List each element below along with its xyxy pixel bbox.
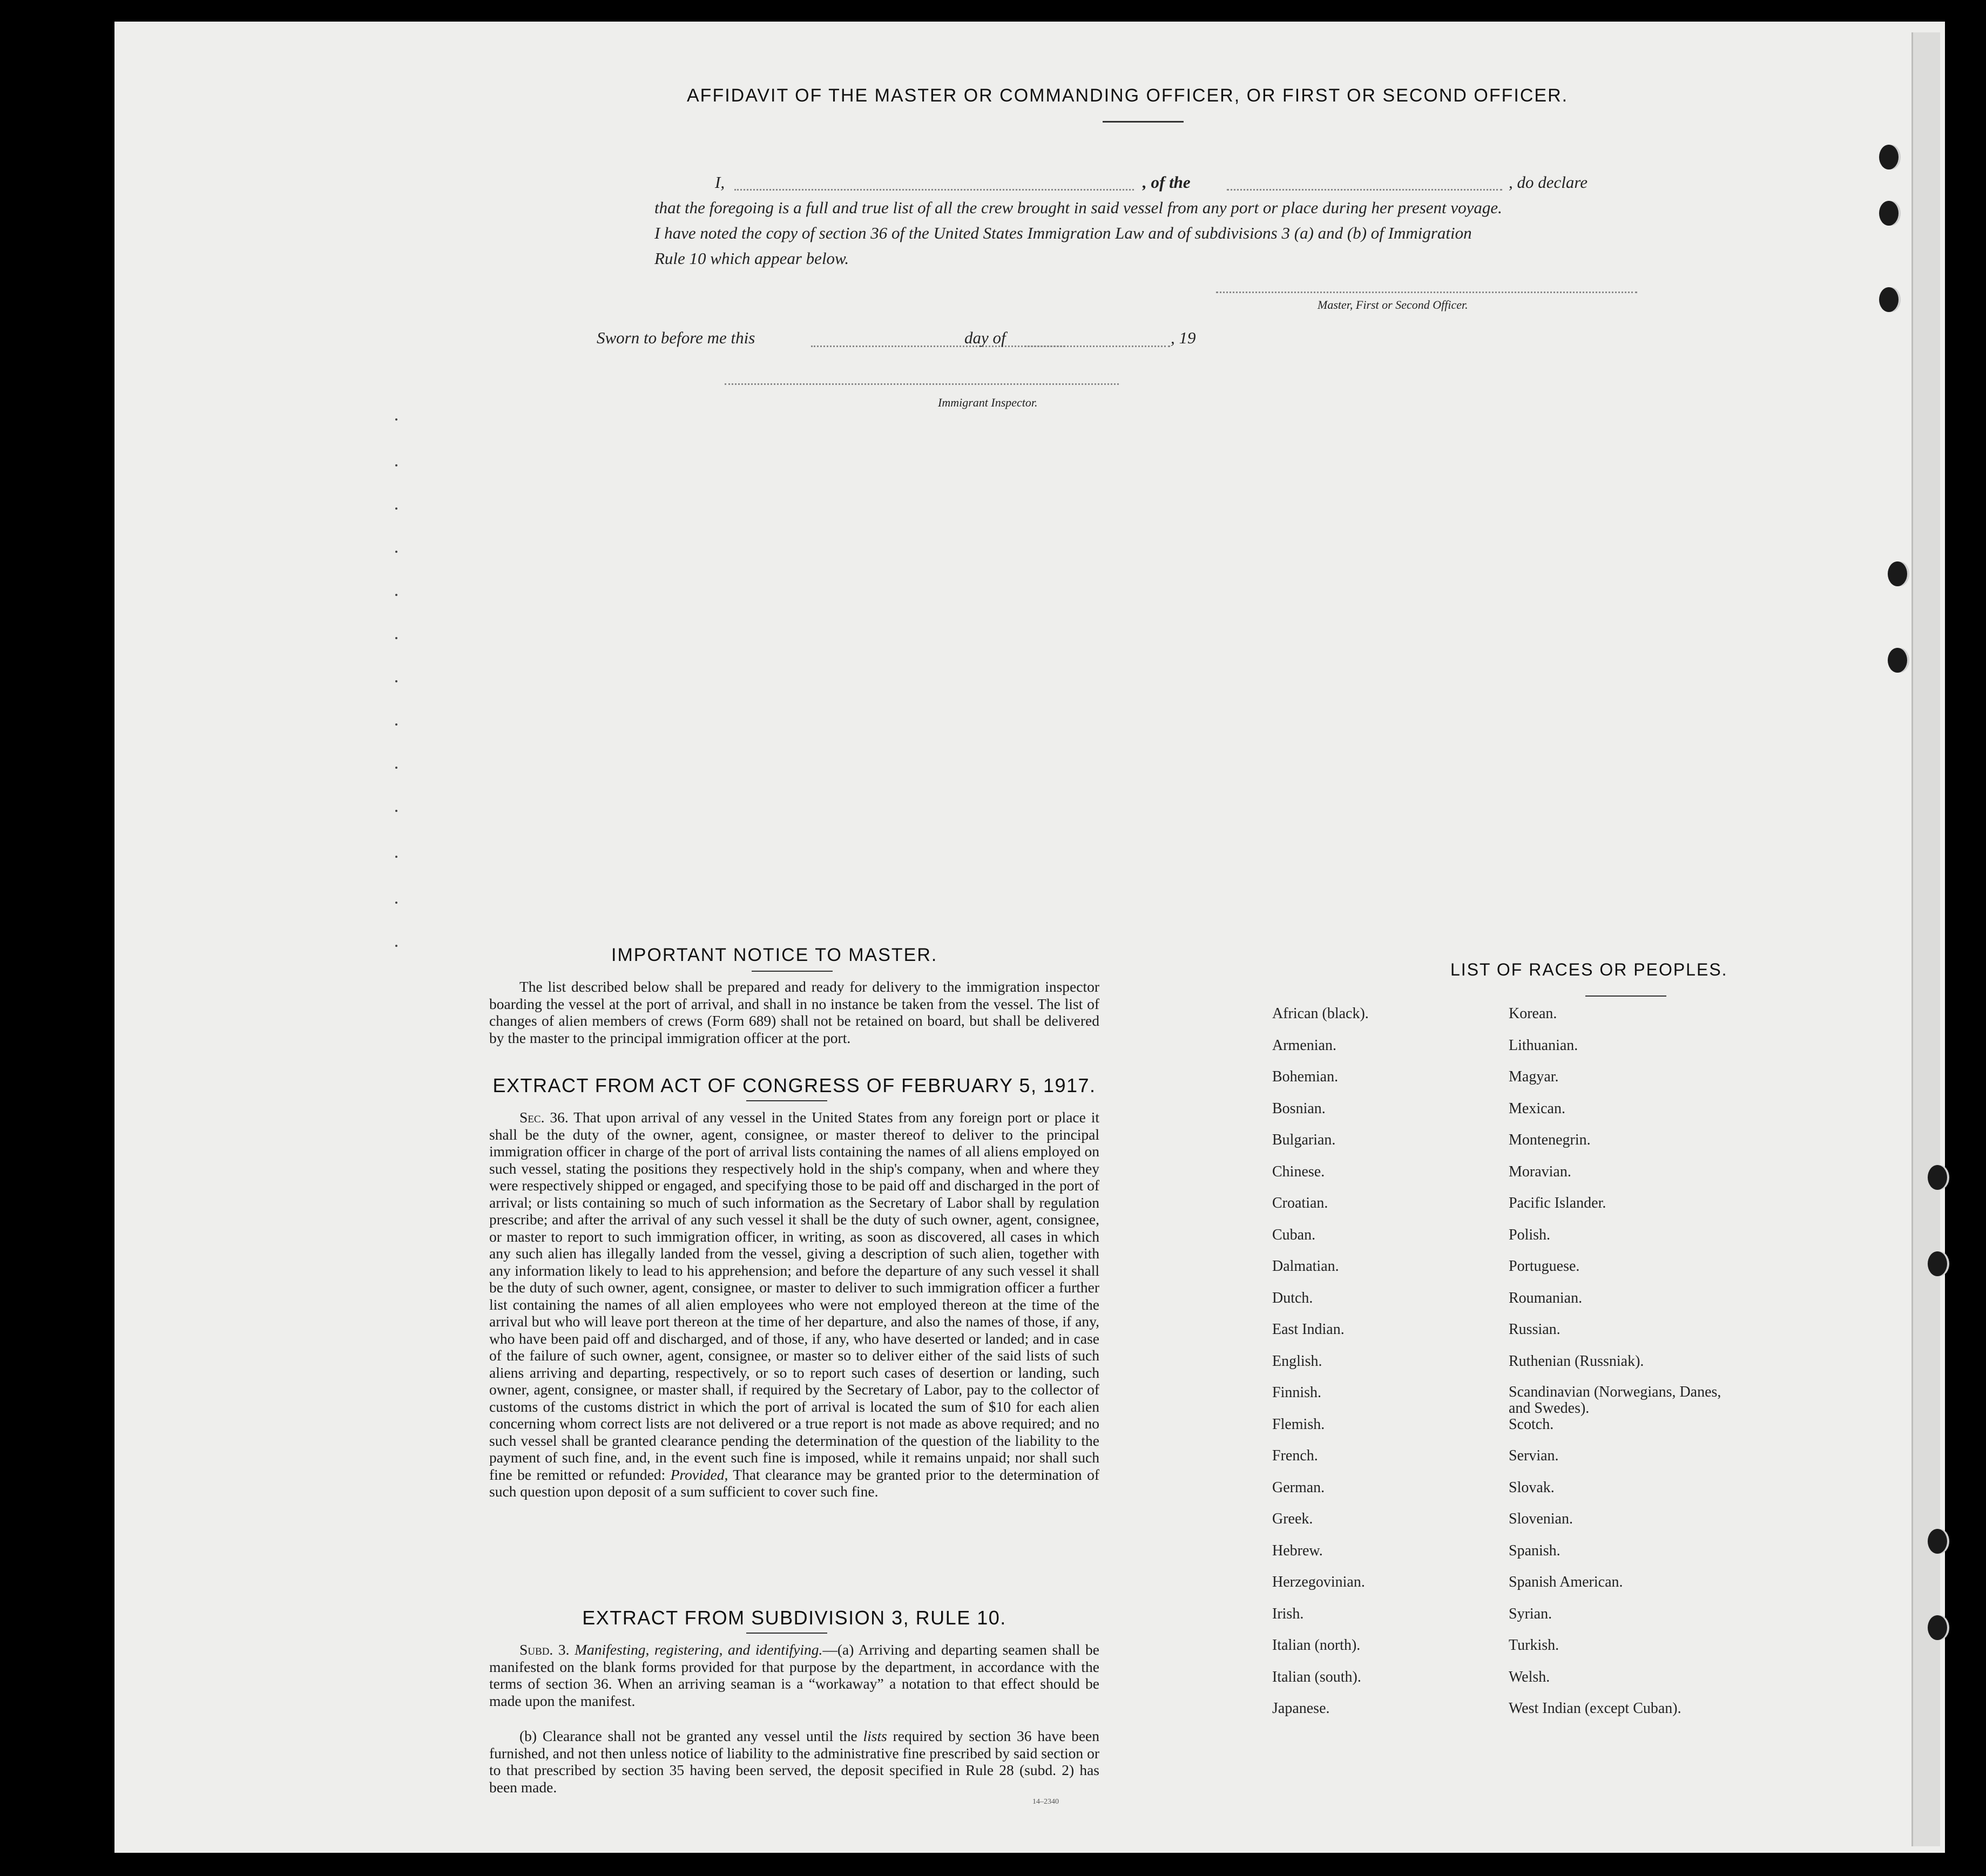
race-item: Portuguese. (1509, 1258, 1580, 1275)
race-item: Roumanian. (1509, 1290, 1583, 1306)
race-item: Turkish. (1509, 1637, 1559, 1654)
race-item: Scandinavian (Norwegians, Danes, and Swedes). (1509, 1384, 1721, 1417)
race-item: Finnish. (1272, 1384, 1322, 1401)
extract-rule-title: EXTRACT FROM SUBDIVISION 3, RULE 10. (582, 1607, 1006, 1629)
race-item: Moravian. (1509, 1163, 1571, 1180)
affidavit-i-label: I, (715, 173, 725, 192)
race-item: Russian. (1509, 1321, 1561, 1338)
race-item: East Indian. (1272, 1321, 1345, 1338)
race-item: Lithuanian. (1509, 1037, 1578, 1054)
margin-tick (395, 418, 397, 421)
race-item: Pacific Islander. (1509, 1195, 1606, 1211)
margin-tick (395, 464, 397, 466)
inspector-signature-line (725, 383, 1119, 385)
extract-act-underline (746, 1100, 827, 1101)
vessel-blank (1227, 189, 1502, 191)
race-item: Mexican. (1509, 1100, 1565, 1117)
race-item: Servian. (1509, 1447, 1559, 1464)
name-blank (734, 189, 1134, 191)
title-underline (1103, 121, 1184, 123)
margin-tick (395, 767, 397, 769)
master-signature-line (1216, 292, 1637, 293)
subd-text-b-start: (b) Clearance shall not be granted any vessel until the (519, 1728, 857, 1744)
race-item: Dalmatian. (1272, 1258, 1339, 1275)
paper-edge (1911, 32, 1940, 1846)
race-item: Slovak. (1509, 1479, 1555, 1496)
binder-hole (1928, 1165, 1947, 1190)
binder-hole (1928, 1251, 1947, 1276)
margin-tick (395, 856, 397, 858)
extract-rule-underline (746, 1633, 827, 1634)
day-of-label: day of (964, 328, 1006, 347)
extract-rule-text-b (489, 1728, 1099, 1796)
binder-hole (1879, 287, 1899, 312)
race-item: Dutch. (1272, 1290, 1313, 1306)
binder-hole (1879, 145, 1899, 170)
notice-body: The list described below shall be prepared and ready for delivery to the immigration inspector boarding the vessel at the port of arrival, and shall in no instance be taken from the vessel. The list of changes of alien members of crews (Form 689) shall not be retained on board, but shall be delivered by the master to the principal immigration officer at the port. (489, 978, 1099, 1046)
margin-tick (395, 810, 397, 812)
race-item: Welsh. (1509, 1669, 1550, 1685)
margin-tick (395, 551, 397, 553)
form-number: 14–2340 (1032, 1798, 1059, 1806)
race-item: Ruthenian (Russniak). (1509, 1353, 1644, 1370)
notice-title: IMPORTANT NOTICE TO MASTER. (611, 945, 938, 965)
extract-act-title: EXTRACT FROM ACT OF CONGRESS OF FEBRUARY 5, 1917. (492, 1074, 1096, 1096)
affidavit-line-2: I have noted the copy of section 36 of the United States Immigration Law and of subdivisions 3 (a) and (b) of Immigration (654, 224, 1472, 242)
binder-hole (1928, 1529, 1947, 1554)
binder-hole (1879, 201, 1899, 226)
margin-tick (395, 723, 397, 726)
notice-text (489, 978, 1099, 1046)
race-item: Spanish American. (1509, 1574, 1623, 1590)
subd-text-a: —(a) Arriving and departing seamen shall be manifested on the blank forms provided for that purpose by the department, in accordance with the terms of section 36. When an arriving seaman is a “workaway” a notation to that effect should be made upon the manifest. (489, 1641, 1099, 1709)
inspector-label: Immigrant Inspector. (938, 396, 1038, 409)
provided-word: Provided, (670, 1466, 728, 1483)
extract-act-body: That upon arrival of any vessel in the United States from any foreign port or place it shall be the duty of the owner, agent, consignee, or master thereof to deliver to the principal immigration officer in charge of the port of arrival lists containing the names of all aliens employed on such vessel, stating the positions they respectively hold in the ship's company, when and where they were respectively shipped or engaged, and specifying those to be paid off and discharged in the port of arrival; or lists containing so much of such information as the Secretary of Labor shall by regulation prescribe; and after the arrival of any such vessel it shall be the duty of such owner, agent, consignee, or master to report to such immigration officer, in writing, as soon as discovered, all cases in which any such alien has illegally landed from the vessel, giving a description of such alien, together with any information likely to lead to his apprehension; and before the departure of any such vessel it shall be the duty of such owner, agent, consignee, or master to deliver to such immigration officer a further list containing the names of all alien employees who were not employed thereon at the time of the arrival but who will leave port thereon at the time of her departure, and also the names of those, if any, who have been paid off and discharged, and of those, if any, who have deserted or landed; and in case of the failure of such owner, agent, consignee, or master so to deliver either of the said lists of such aliens arriving and departing, respectively, or so to report such cases of desertion or landing, such owner, agent, consignee, or master shall, if required by the Secretary of Labor, pay to the collector of customs of the customs district in which the port of arrival is located the sum of $10 for each alien concerning whom correct lists are not delivered or a true report is not made as above required; and no such vessel shall be granted clearance pending the determination of the question of the liability to the payment of such fine, and, in the event such fine is imposed, while it remains unpaid; nor shall such fine be remitted or refunded: (489, 1109, 1099, 1483)
binder-hole (1888, 648, 1907, 673)
race-item: Bulgarian. (1272, 1132, 1336, 1148)
subd-label: Subd. 3. (519, 1641, 570, 1658)
year-label: , 19 (1171, 328, 1196, 347)
affidavit-line-1: that the foregoing is a full and true list of all the crew brought in said vessel from any port or place during her present voyage. (654, 198, 1502, 217)
race-item: Greek. (1272, 1511, 1313, 1527)
binder-hole (1928, 1615, 1947, 1640)
race-item: Polish. (1509, 1227, 1551, 1243)
race-item: English. (1272, 1353, 1322, 1370)
race-item: Syrian. (1509, 1606, 1552, 1622)
notice-underline (752, 971, 833, 972)
lists-word: lists (863, 1728, 887, 1744)
race-item: Korean. (1509, 1005, 1557, 1022)
race-item: Slovenian. (1509, 1511, 1573, 1527)
margin-tick (395, 507, 397, 510)
sworn-label: Sworn to before me this (597, 328, 755, 347)
month-blank (1024, 346, 1170, 347)
race-item: African (black). (1272, 1005, 1369, 1022)
race-item: Scotch. (1509, 1416, 1554, 1433)
race-item: Croatian. (1272, 1195, 1328, 1211)
margin-tick (395, 902, 397, 904)
margin-tick (395, 945, 397, 947)
affidavit-line-3: Rule 10 which appear below. (654, 249, 849, 268)
race-item: Chinese. (1272, 1163, 1325, 1180)
races-title: LIST OF RACES OR PEOPLES. (1450, 960, 1728, 979)
race-item: German. (1272, 1479, 1325, 1496)
race-item: Montenegrin. (1509, 1132, 1591, 1148)
races-underline (1585, 995, 1666, 997)
extract-rule-text-a (489, 1641, 1099, 1709)
race-item: Irish. (1272, 1606, 1304, 1622)
affidavit-do-declare: , do declare (1509, 173, 1588, 192)
document-page (114, 22, 1945, 1853)
race-item: Bohemian. (1272, 1068, 1339, 1085)
margin-tick (395, 594, 397, 596)
subd-text-b-end: required by section 36 have been furnished, and not then unless notice of liability to the administrative fine prescribed by said section or to that prescribed by section 35 having been served, the deposit specified in Rule 28 (subd. 2) has been made. (489, 1728, 1099, 1796)
extract-act-body-end: That clearance may be granted prior to the determination of such question upon deposit of a sum sufficient to cover such fine. (489, 1466, 1099, 1500)
race-item: Bosnian. (1272, 1100, 1326, 1117)
race-item: Herzegovinian. (1272, 1574, 1365, 1590)
race-item: West Indian (except Cuban). (1509, 1700, 1681, 1717)
race-item: Japanese. (1272, 1700, 1330, 1717)
affidavit-title: AFFIDAVIT OF THE MASTER OR COMMANDING OFFICER, OR FIRST OR SECOND OFFICER. (687, 85, 1569, 106)
race-item: French. (1272, 1447, 1318, 1464)
race-item: Cuban. (1272, 1227, 1316, 1243)
race-item: Spanish. (1509, 1542, 1561, 1559)
margin-tick (395, 637, 397, 639)
race-item: Italian (south). (1272, 1669, 1361, 1685)
binder-hole (1888, 561, 1907, 586)
subd-heading: Manifesting, registering, and identifying. (575, 1641, 823, 1658)
race-item: Italian (north). (1272, 1637, 1361, 1654)
race-item: Hebrew. (1272, 1542, 1323, 1559)
sec-label: Sec. 36. (519, 1109, 569, 1126)
race-item: Magyar. (1509, 1068, 1559, 1085)
race-item: Armenian. (1272, 1037, 1336, 1054)
extract-act-text (489, 1109, 1099, 1500)
affidavit-of-the-label: , of the (1143, 173, 1191, 192)
race-item: Flemish. (1272, 1416, 1325, 1433)
master-signature-label: Master, First or Second Officer. (1318, 298, 1468, 311)
margin-tick (395, 680, 397, 682)
